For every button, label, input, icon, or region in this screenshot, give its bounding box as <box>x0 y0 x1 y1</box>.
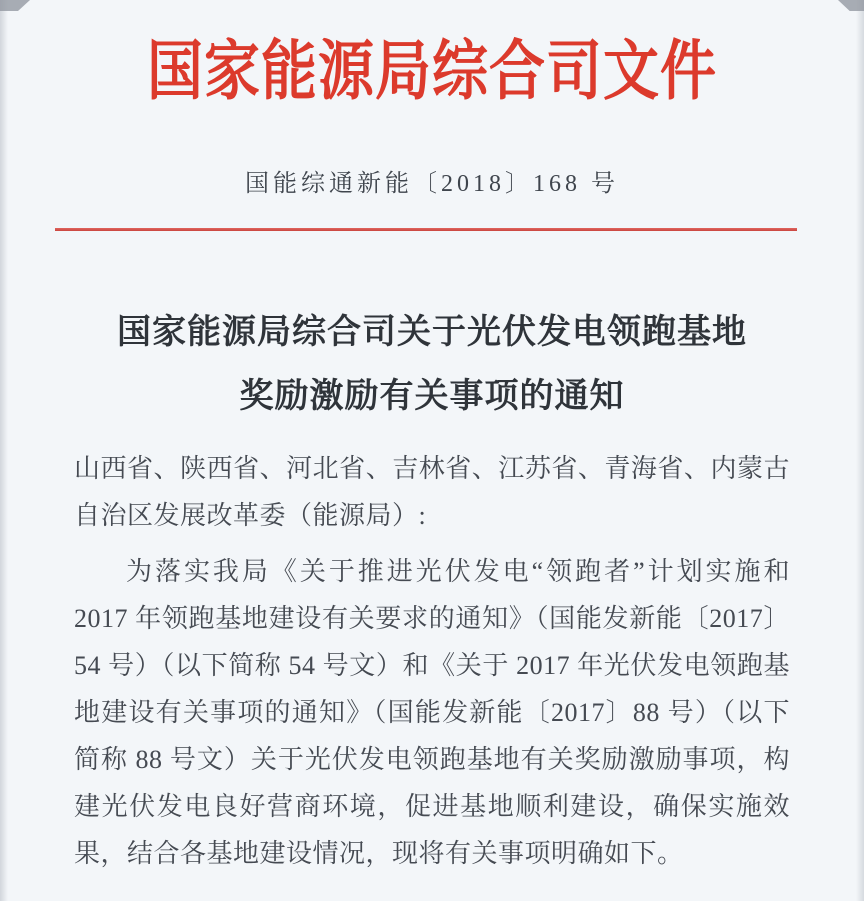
document-header-title: 国家能源局综合司文件 <box>147 35 717 108</box>
document-title-line1: 国家能源局综合司关于光伏发电领跑基地 <box>117 314 747 351</box>
body-paragraph: 为落实我局《关于推进光伏发电“领跑者”计划实施和 2017 年领跑基地建设有关要求的通知》（国能发新能〔2017〕54 号）（以下简称 54 号文）和《关于 2017 年光伏发电领跑基地建设有关事项的通知》（国能发新能〔2017〕88 号）（以下简称 88 号文）关于光伏发电领跑基地有关奖励激励事项，构建光伏发电良好营商环境，促进基地顺利建设，确保实施效果，结合各基地建设情况，现将有关事项明确如下。 <box>74 557 790 868</box>
document-body <box>74 445 790 877</box>
scan-edge-left <box>0 0 8 901</box>
red-divider-line <box>55 228 797 231</box>
scan-edge-right <box>856 0 864 901</box>
document-number: 国能综通新能〔2018〕168 号 <box>245 171 619 197</box>
document-title <box>0 301 864 429</box>
document-title-line2: 奖励激励有关事项的通知 <box>239 378 625 415</box>
recipients-line: 山西省、陕西省、河北省、吉林省、江苏省、青海省、内蒙古自治区发展改革委（能源局）: <box>74 454 790 530</box>
